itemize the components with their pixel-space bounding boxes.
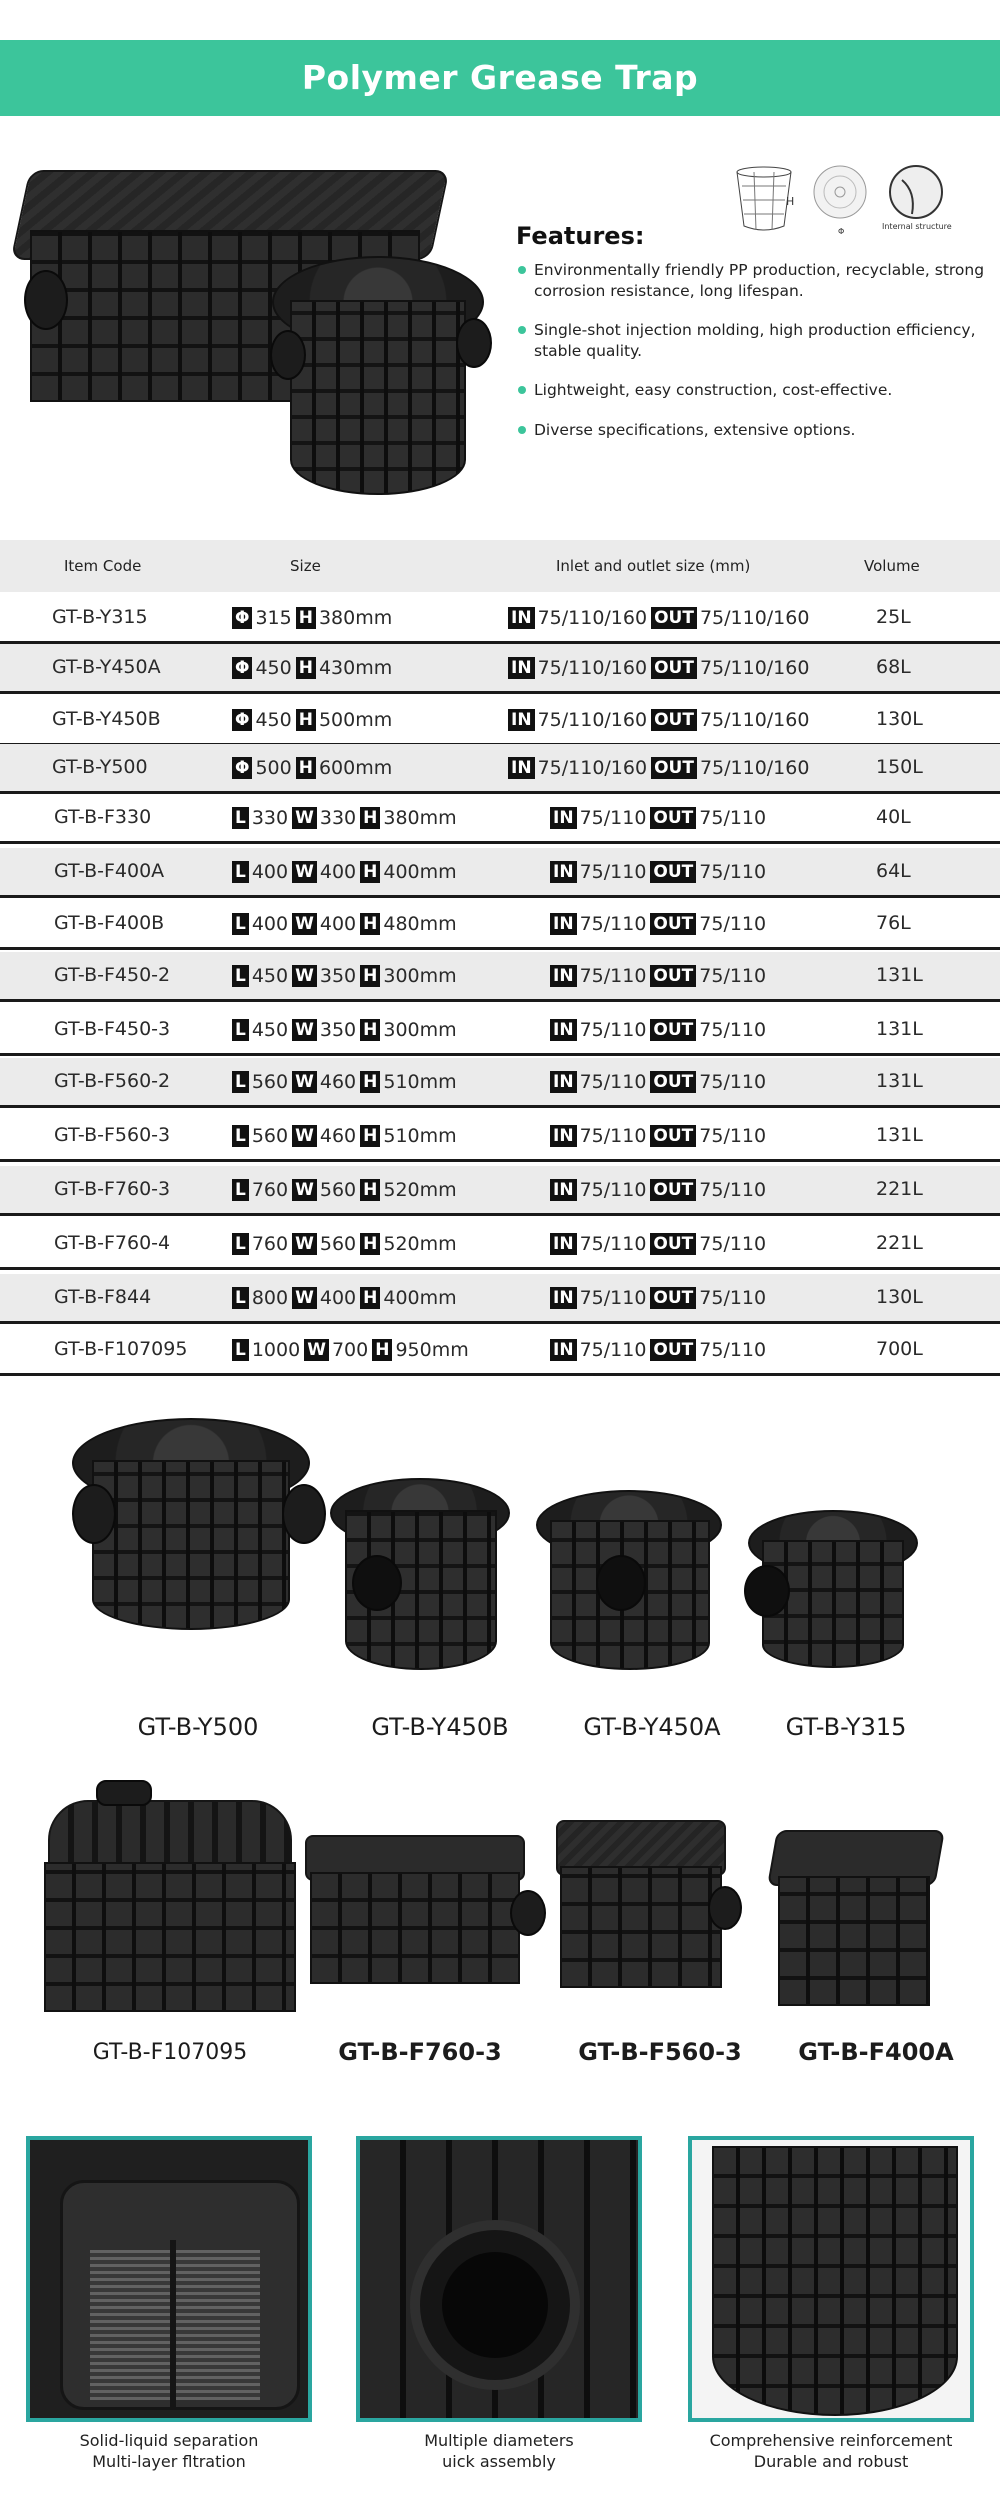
spec-value: 460 — [319, 1070, 357, 1093]
inlet-outlet-cell — [550, 1018, 770, 1041]
detail-panel-filtration — [26, 2136, 312, 2422]
spec-tag: Φ — [232, 657, 252, 679]
spec-tag: IN — [550, 913, 577, 935]
volume-cell: 221L — [876, 1178, 923, 1200]
item-code: GT-B-F560-2 — [54, 1070, 171, 1092]
spec-tag: OUT — [650, 807, 696, 829]
feature-item: Single-shot injection molding, high production efficiency, stable quality. — [516, 320, 986, 362]
gallery-label: GT-B-Y450A — [583, 1713, 721, 1741]
size-cell — [232, 1286, 461, 1309]
spec-tag: W — [292, 1233, 317, 1255]
item-code: GT-B-F400B — [54, 912, 165, 934]
spec-tag: OUT — [650, 861, 696, 883]
spec-value: 75/110 — [699, 1338, 767, 1361]
spec-value: 75/110/160 — [537, 756, 648, 779]
spec-value: 75/110 — [699, 1018, 767, 1041]
inlet-outlet-cell — [550, 912, 770, 935]
spec-value: 350 — [319, 1018, 357, 1041]
spec-tag: IN — [508, 757, 535, 779]
spec-tag: L — [232, 913, 249, 935]
spec-tag: IN — [550, 1019, 577, 1041]
size-cell — [232, 1232, 461, 1255]
spec-tag: OUT — [650, 1071, 696, 1093]
spec-tag: OUT — [650, 1019, 696, 1041]
gallery-label: GT-B-F400A — [798, 2038, 954, 2066]
spec-tag: L — [232, 1071, 249, 1093]
size-cell — [232, 606, 396, 629]
spec-value: 560 — [251, 1124, 289, 1147]
spec-tag: OUT — [650, 1339, 696, 1361]
spec-value: 380mm — [318, 606, 393, 629]
spec-tag: IN — [550, 861, 577, 883]
inlet-outlet-cell — [550, 860, 770, 883]
spec-tag: W — [304, 1339, 329, 1361]
volume-cell: 25L — [876, 606, 911, 628]
volume-cell: 131L — [876, 964, 923, 986]
spec-value: 520mm — [383, 1178, 457, 1201]
spec-value: 460 — [319, 1124, 357, 1147]
volume-cell: 221L — [876, 1232, 923, 1254]
feature-item: Environmentally friendly PP production, recyclable, strong corrosion resistance, long lifespan. — [516, 260, 986, 302]
spec-value: 500 — [255, 756, 292, 779]
spec-value: 75/110 — [579, 964, 647, 987]
spec-value: 560 — [319, 1178, 357, 1201]
inlet-outlet-cell — [550, 964, 770, 987]
spec-value: 75/110 — [579, 912, 647, 935]
inlet-outlet-cell — [550, 1178, 770, 1201]
item-code: GT-B-Y315 — [52, 606, 148, 628]
item-code: GT-B-F450-2 — [54, 964, 171, 986]
spec-value: 75/110 — [579, 1232, 647, 1255]
spec-tag: H — [360, 807, 380, 829]
header-inlet-outlet: Inlet and outlet size (mm) — [556, 557, 751, 575]
spec-value: 450 — [251, 964, 289, 987]
inlet-outlet-cell — [550, 1124, 770, 1147]
spec-tag: OUT — [651, 607, 697, 629]
inlet-outlet-cell — [550, 1286, 770, 1309]
item-code: GT-B-F450-3 — [54, 1018, 171, 1040]
spec-tag: H — [360, 1071, 380, 1093]
size-cell — [232, 1338, 473, 1361]
spec-value: 75/110 — [579, 1286, 647, 1309]
volume-cell: 130L — [876, 1286, 923, 1308]
spec-value: 760 — [251, 1178, 289, 1201]
spec-value: 75/110 — [579, 1124, 647, 1147]
spec-value: 330 — [319, 806, 357, 829]
volume-cell: 131L — [876, 1070, 923, 1092]
volume-cell: 40L — [876, 806, 911, 828]
detail-caption: Comprehensive reinforcement Durable and robust — [709, 2431, 953, 2471]
spec-value: 75/110/160 — [537, 656, 648, 679]
spec-value: 380mm — [383, 806, 457, 829]
table-header — [0, 540, 1000, 592]
inlet-outlet-cell — [550, 1232, 770, 1255]
spec-tag: H — [360, 1287, 380, 1309]
spec-value: 75/110/160 — [699, 656, 810, 679]
spec-tag: L — [232, 1179, 249, 1201]
size-cell — [232, 1178, 461, 1201]
spec-value: 300mm — [383, 1018, 457, 1041]
spec-value: 450 — [255, 656, 292, 679]
spec-value: 400mm — [383, 1286, 457, 1309]
gallery-label: GT-B-Y450B — [371, 1713, 509, 1741]
size-cell — [232, 1070, 461, 1093]
spec-value: 75/110 — [579, 1018, 647, 1041]
detail-panel-reinforcement — [688, 2136, 974, 2422]
spec-tag: IN — [550, 1179, 577, 1201]
spec-value: 400mm — [383, 860, 457, 883]
spec-value: 75/110/160 — [699, 756, 810, 779]
spec-tag: W — [292, 965, 317, 987]
spec-tag: L — [232, 1233, 249, 1255]
spec-tag: W — [292, 1019, 317, 1041]
spec-value: 400 — [319, 1286, 357, 1309]
volume-cell: 68L — [876, 656, 911, 678]
features-title: Features: — [516, 222, 645, 250]
size-cell — [232, 1018, 461, 1041]
spec-tag: W — [292, 1287, 317, 1309]
spec-value: 75/110 — [699, 806, 767, 829]
spec-value: 400 — [319, 860, 357, 883]
header-size: Size — [290, 557, 321, 575]
spec-tag: L — [232, 1019, 249, 1041]
spec-value: 75/110/160 — [699, 708, 810, 731]
spec-value: 800 — [251, 1286, 289, 1309]
gallery-label: GT-B-Y500 — [137, 1713, 259, 1741]
item-code: GT-B-F330 — [54, 806, 152, 828]
item-code: GT-B-F760-3 — [54, 1178, 171, 1200]
spec-tag: OUT — [650, 1233, 696, 1255]
spec-tag: IN — [550, 1339, 577, 1361]
spec-tag: L — [232, 1287, 249, 1309]
spec-value: 400 — [251, 860, 289, 883]
gallery-label: GT-B-F107095 — [92, 2040, 248, 2065]
inlet-outlet-cell — [508, 656, 813, 679]
spec-value: 75/110 — [579, 1338, 647, 1361]
spec-value: 330 — [251, 806, 289, 829]
spec-tag: Φ — [232, 757, 252, 779]
spec-value: 400 — [319, 912, 357, 935]
spec-tag: IN — [550, 1071, 577, 1093]
spec-value: 560 — [251, 1070, 289, 1093]
spec-tag: OUT — [650, 1287, 696, 1309]
spec-tag: OUT — [650, 1179, 696, 1201]
table-row — [0, 594, 1000, 644]
spec-tag: W — [292, 913, 317, 935]
header-volume: Volume — [864, 557, 920, 575]
volume-cell: 130L — [876, 708, 923, 730]
spec-tag: OUT — [651, 757, 697, 779]
spec-value: 520mm — [383, 1232, 457, 1255]
spec-tag: Φ — [232, 709, 252, 731]
spec-tag: L — [232, 1125, 249, 1147]
volume-cell: 131L — [876, 1124, 923, 1146]
volume-cell: 76L — [876, 912, 911, 934]
size-cell — [232, 1124, 461, 1147]
size-cell — [232, 860, 461, 883]
spec-value: 350 — [319, 964, 357, 987]
spec-value: 450 — [251, 1018, 289, 1041]
spec-value: 500mm — [318, 708, 393, 731]
spec-value: 75/110 — [699, 1124, 767, 1147]
spec-tag: H — [296, 709, 316, 731]
item-code: GT-B-Y500 — [52, 756, 148, 778]
spec-tag: IN — [550, 1287, 577, 1309]
spec-tag: H — [372, 1339, 392, 1361]
gallery-label: GT-B-F560-3 — [578, 2038, 742, 2066]
spec-tag: H — [296, 607, 316, 629]
spec-value: 75/110/160 — [537, 708, 648, 731]
spec-value: 600mm — [318, 756, 393, 779]
inlet-outlet-cell — [508, 606, 813, 629]
volume-cell: 700L — [876, 1338, 923, 1360]
size-cell — [232, 912, 461, 935]
size-cell — [232, 806, 461, 829]
size-cell — [232, 756, 396, 779]
spec-tag: OUT — [650, 965, 696, 987]
spec-value: 400 — [251, 912, 289, 935]
inlet-outlet-cell — [550, 1070, 770, 1093]
detail-panel-pipe — [356, 2136, 642, 2422]
spec-value: 450 — [255, 708, 292, 731]
spec-value: 760 — [251, 1232, 289, 1255]
spec-value: 480mm — [383, 912, 457, 935]
spec-tag: W — [292, 861, 317, 883]
spec-tag: H — [360, 965, 380, 987]
item-code: GT-B-F760-4 — [54, 1232, 171, 1254]
spec-value: 510mm — [383, 1124, 457, 1147]
spec-tag: IN — [508, 657, 535, 679]
spec-value: 700 — [331, 1338, 369, 1361]
item-code: GT-B-F844 — [54, 1286, 152, 1308]
spec-value: 430mm — [318, 656, 393, 679]
spec-tag: L — [232, 861, 249, 883]
spec-value: 950mm — [395, 1338, 469, 1361]
spec-tag: W — [292, 1179, 317, 1201]
spec-tag: OUT — [651, 657, 697, 679]
item-code: GT-B-F107095 — [54, 1338, 188, 1360]
spec-tag: L — [232, 1339, 249, 1361]
spec-tag: W — [292, 1125, 317, 1147]
spec-tag: IN — [550, 1125, 577, 1147]
spec-tag: H — [296, 757, 316, 779]
table-row — [0, 744, 1000, 794]
spec-tag: Φ — [232, 607, 252, 629]
spec-value: 315 — [255, 606, 292, 629]
spec-value: 75/110 — [579, 860, 647, 883]
header-item-code: Item Code — [64, 557, 142, 575]
spec-tag: L — [232, 965, 249, 987]
spec-tag: H — [360, 1179, 380, 1201]
detail-caption: Solid-liquid separation Multi-layer fltration — [79, 2431, 259, 2471]
size-cell — [232, 708, 396, 731]
feature-item: Diverse specifications, extensive options. — [516, 420, 986, 441]
spec-value: 75/110 — [699, 1286, 767, 1309]
spec-tag: H — [360, 1019, 380, 1041]
spec-tag: H — [360, 1125, 380, 1147]
spec-value: 75/110 — [699, 964, 767, 987]
spec-tag: IN — [550, 1233, 577, 1255]
inlet-outlet-cell — [550, 1338, 770, 1361]
spec-value: 75/110 — [699, 860, 767, 883]
volume-cell: 64L — [876, 860, 911, 882]
spec-tag: IN — [550, 807, 577, 829]
gallery-label: GT-B-Y315 — [785, 1713, 907, 1741]
page-title: Polymer Grease Trap — [0, 40, 1000, 116]
spec-tag: IN — [550, 965, 577, 987]
inlet-outlet-cell — [508, 708, 813, 731]
spec-tag: IN — [508, 709, 535, 731]
spec-tag: H — [296, 657, 316, 679]
spec-tag: W — [292, 807, 317, 829]
spec-value: 75/110/160 — [537, 606, 648, 629]
spec-tag: OUT — [650, 1125, 696, 1147]
feature-item: Lightweight, easy construction, cost-effective. — [516, 380, 986, 401]
spec-value: 75/110/160 — [699, 606, 810, 629]
spec-value: 560 — [319, 1232, 357, 1255]
spec-value: 75/110 — [579, 1070, 647, 1093]
volume-cell: 150L — [876, 756, 923, 778]
inlet-outlet-cell — [550, 806, 770, 829]
detail-caption: Multiple diameters uick assembly — [424, 2431, 574, 2471]
spec-tag: OUT — [650, 913, 696, 935]
spec-value: 75/110 — [699, 1178, 767, 1201]
spec-value: 75/110 — [579, 1178, 647, 1201]
spec-tag: L — [232, 807, 249, 829]
spec-tag: H — [360, 1233, 380, 1255]
size-cell — [232, 964, 461, 987]
volume-cell: 131L — [876, 1018, 923, 1040]
spec-tag: OUT — [651, 709, 697, 731]
spec-value: 75/110 — [699, 1070, 767, 1093]
inlet-outlet-cell — [508, 756, 813, 779]
spec-value: 75/110 — [699, 912, 767, 935]
item-code: GT-B-Y450A — [52, 656, 161, 678]
spec-tag: IN — [508, 607, 535, 629]
item-code: GT-B-Y450B — [52, 708, 161, 730]
spec-value: 1000 — [251, 1338, 301, 1361]
spec-value: 510mm — [383, 1070, 457, 1093]
spec-value: 75/110 — [579, 806, 647, 829]
spec-value: 75/110 — [699, 1232, 767, 1255]
gallery-label: GT-B-F760-3 — [338, 2038, 502, 2066]
item-code: GT-B-F400A — [54, 860, 165, 882]
size-cell — [232, 656, 396, 679]
item-code: GT-B-F560-3 — [54, 1124, 171, 1146]
spec-tag: H — [360, 913, 380, 935]
spec-value: 300mm — [383, 964, 457, 987]
spec-tag: W — [292, 1071, 317, 1093]
spec-tag: H — [360, 861, 380, 883]
